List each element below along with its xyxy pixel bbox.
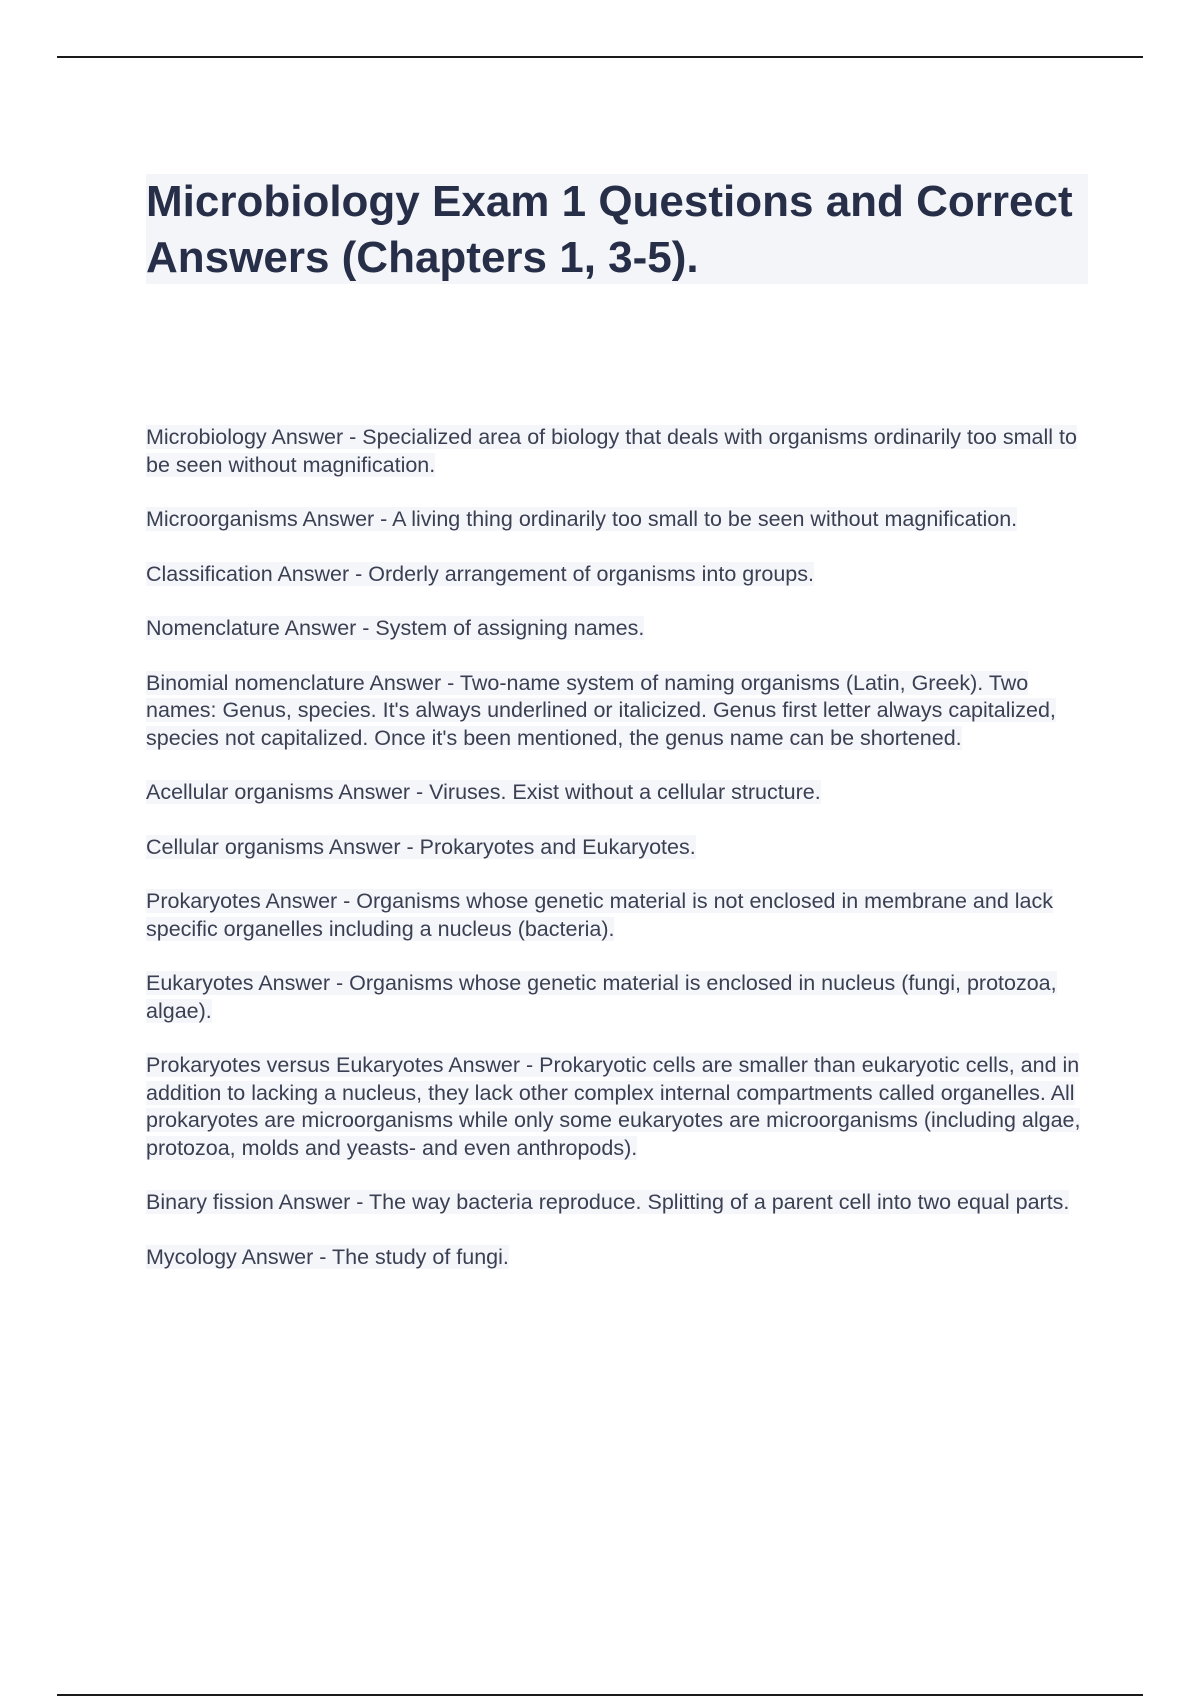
entry-binomial-nomenclature: [146, 670, 1090, 753]
entry-prokaryotes-versus-eukaryotes: [146, 1052, 1090, 1162]
entry-text: Binary fission Answer - The way bacteria reproduce. Splitting of a parent cell into two equal parts.: [146, 1190, 1070, 1214]
entry-text: Binomial nomenclature Answer - Two-name system of naming organisms (Latin, Greek). Two names: Genus, species. It's always underlined or italicized. Genus first letter always capitalized, species not capitalized. Once it's been mentioned, the genus name can be shortened.: [146, 670, 1056, 750]
entry-text: Prokaryotes Answer - Organisms whose genetic material is not enclosed in membrane and lack specific organelles including a nucleus (bacteria).: [146, 889, 1053, 941]
entry-text: Classification Answer - Orderly arrangement of organisms into groups.: [146, 561, 814, 586]
entry-text: Eukaryotes Answer - Organisms whose genetic material is enclosed in nucleus (fungi, protozoa, algae).: [146, 971, 1057, 1023]
entry-text: Cellular organisms Answer - Prokaryotes and Eukaryotes.: [146, 834, 696, 859]
entry-mycology: [146, 1244, 1090, 1272]
entry-text: Acellular organisms Answer - Viruses. Exist without a cellular structure.: [146, 780, 821, 804]
title-block: [146, 174, 1088, 284]
entry-eukaryotes: [146, 970, 1090, 1025]
bottom-rule: [57, 1694, 1143, 1696]
entry-acellular-organisms: [146, 779, 1090, 807]
entry-text: Mycology Answer - The study of fungi.: [146, 1244, 509, 1269]
entry-prokaryotes: [146, 888, 1090, 943]
top-rule: [57, 56, 1143, 58]
entry-text: Nomenclature Answer - System of assigning names.: [146, 616, 645, 640]
entry-text: Microbiology Answer - Specialized area of biology that deals with organisms ordinarily too small to be seen without magnification.: [146, 425, 1077, 477]
entry-nomenclature: [146, 615, 1090, 643]
entry-microbiology: [146, 424, 1090, 479]
entry-binary-fission: [146, 1189, 1090, 1217]
entry-text: Prokaryotes versus Eukaryotes Answer - Prokaryotic cells are smaller than eukaryotic cells, and in addition to lacking a nucleus, they lack other complex internal compartments called organelles. All prokaryotes are microorganisms while only some eukaryotes are microorganisms (including algae, protozoa, molds and yeasts- and even anthropods).: [146, 1053, 1081, 1160]
document-title: Microbiology Exam 1 Questions and Correct Answers (Chapters 1, 3-5).: [146, 177, 1073, 282]
entry-cellular-organisms: [146, 834, 1090, 862]
entry-list: [146, 424, 1090, 1298]
entry-microorganisms: [146, 506, 1090, 534]
entry-classification: [146, 561, 1090, 589]
entry-text: Microorganisms Answer - A living thing ordinarily too small to be seen without magnification.: [146, 507, 1018, 531]
